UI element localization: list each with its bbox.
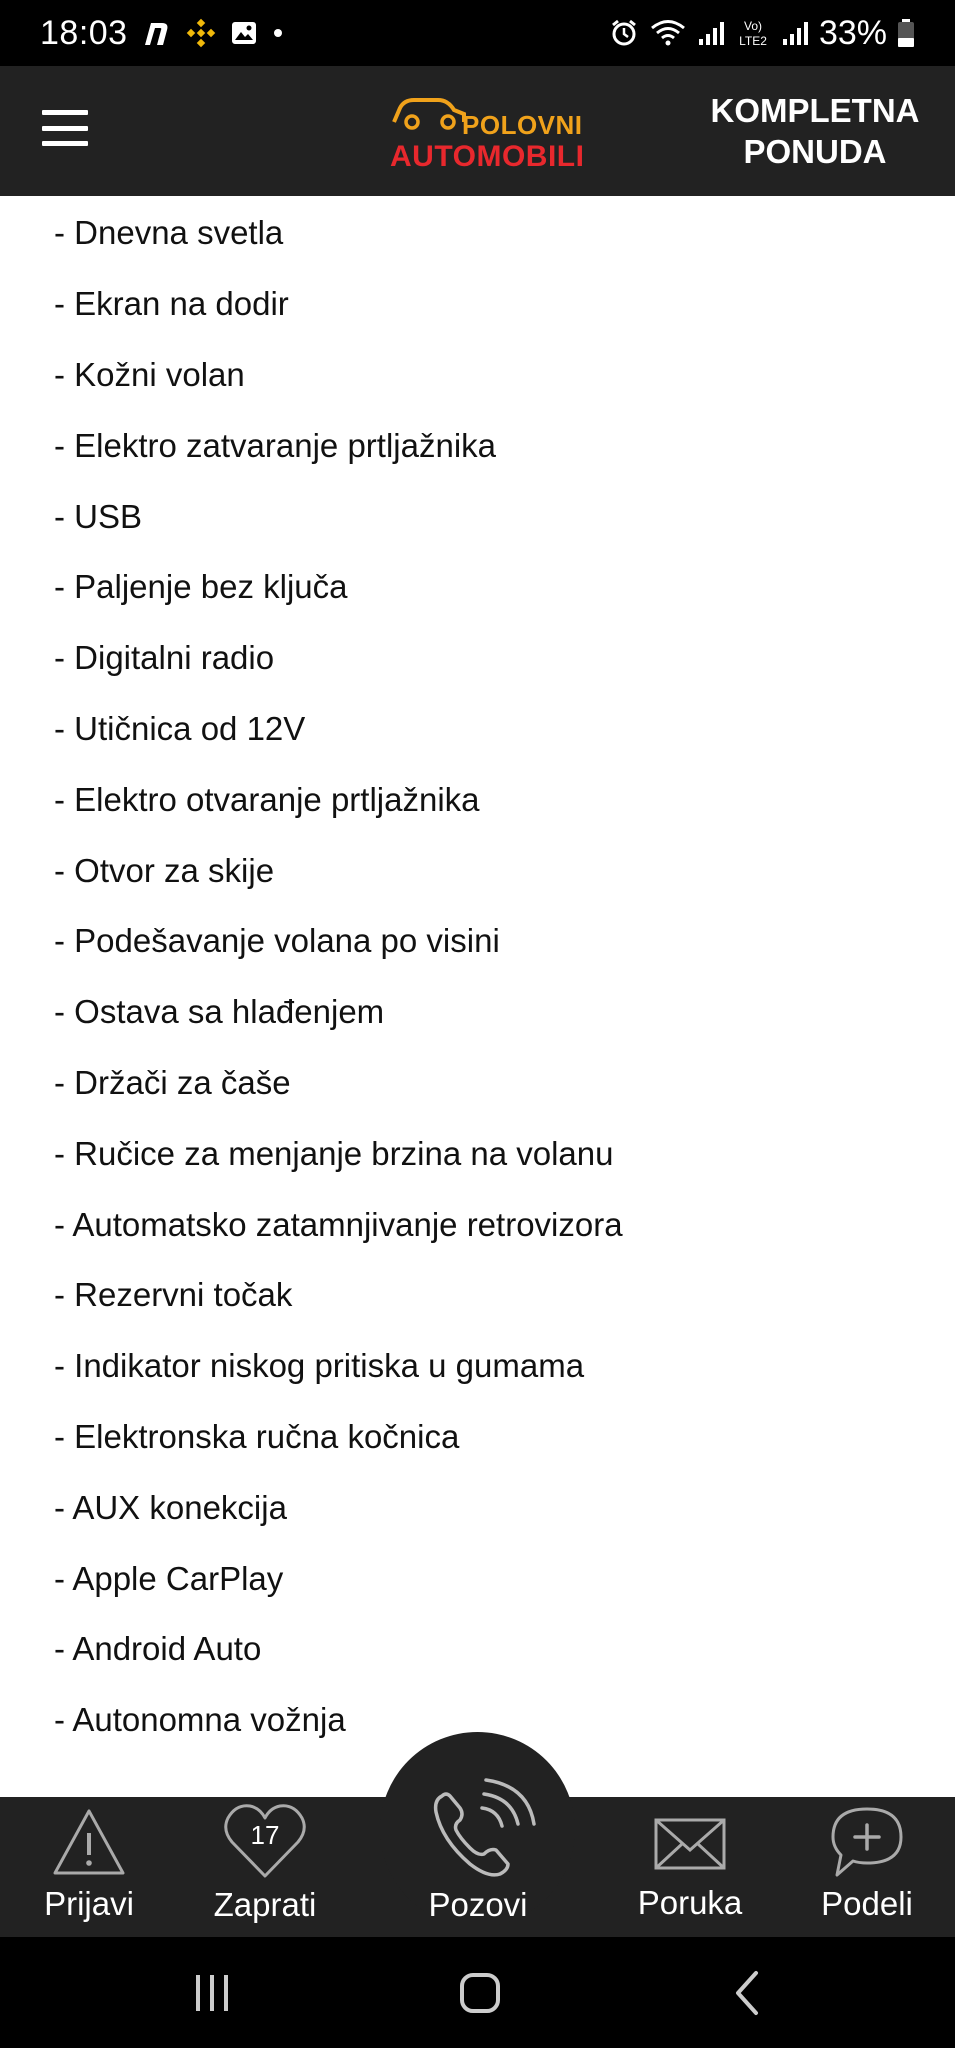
header-action-line1: KOMPLETNA: [710, 92, 920, 129]
feature-item: - Elektronska ručna kočnica: [54, 1417, 460, 1455]
feature-item: - Dnevna svetla: [54, 214, 284, 252]
binance-icon: [186, 18, 216, 48]
kompletna-ponuda-button[interactable]: [705, 90, 925, 172]
app-notification-n-icon: [142, 19, 172, 47]
report-button[interactable]: [30, 1805, 148, 1923]
phone-call-icon: [418, 1778, 538, 1888]
feature-item: - Podešavanje volana po visini: [54, 922, 500, 960]
call-button[interactable]: [404, 1778, 552, 1924]
system-navigation-bar: [0, 1937, 955, 2048]
back-icon[interactable]: [724, 1965, 772, 2026]
feature-item: - Otvor za skije: [54, 851, 275, 889]
envelope-icon: [652, 1808, 728, 1880]
home-icon[interactable]: [452, 1965, 508, 2026]
alarm-icon: [609, 18, 639, 48]
status-bar: [0, 0, 955, 66]
follow-label: Zaprati: [213, 1886, 317, 1923]
feature-item: - Paljenje bez ključa: [54, 568, 348, 606]
signal-icon: [697, 19, 725, 47]
feature-item: - Elektro zatvaranje prtljažnika: [54, 426, 497, 464]
share-label: Podeli: [821, 1885, 913, 1922]
feature-item: - Utičnica od 12V: [54, 709, 306, 747]
share-button[interactable]: [808, 1805, 926, 1923]
feature-item: - Držači za čaše: [54, 1063, 291, 1101]
feature-item: - Ručice za menjanje brzina na volanu: [54, 1134, 614, 1172]
feature-item: - Android Auto: [54, 1630, 262, 1668]
follow-count: 17: [250, 1820, 280, 1850]
signal-icon-2: [781, 19, 809, 47]
message-button[interactable]: [620, 1808, 760, 1922]
message-label: Poruka: [637, 1884, 743, 1921]
header-action-line2: PONUDA: [743, 133, 887, 170]
feature-list: [54, 196, 914, 1754]
svg-text:Vo): Vo): [743, 19, 762, 33]
feature-item: - Ekran na dodir: [54, 285, 289, 323]
dot-icon: [272, 27, 284, 39]
logo-text-bottom: AUTOMOBILI: [390, 140, 585, 173]
feature-item: - AUX konekcija: [54, 1488, 287, 1526]
feature-item: - Indikator niskog pritiska u gumama: [54, 1347, 585, 1385]
chat-plus-icon: [827, 1805, 907, 1881]
report-label: Prijavi: [44, 1885, 134, 1922]
feature-item: - Autonomna vožnja: [54, 1701, 346, 1739]
recent-apps-icon[interactable]: [188, 1965, 236, 2026]
status-time: 18:03: [40, 13, 128, 52]
call-label: Pozovi: [428, 1886, 528, 1923]
feature-item: - Rezervni točak: [54, 1276, 293, 1314]
svg-text:LTE2: LTE2: [739, 34, 767, 48]
warning-triangle-icon: [51, 1805, 127, 1881]
app-header: [0, 66, 955, 196]
feature-item: - Automatsko zatamnjivanje retrovizora: [54, 1205, 623, 1243]
wifi-icon: [649, 18, 687, 48]
car-icon: [390, 94, 468, 134]
feature-item: - Digitalni radio: [54, 639, 275, 677]
hamburger-menu-icon[interactable]: [42, 110, 88, 146]
feature-item: - Apple CarPlay: [54, 1559, 284, 1597]
volte-icon: [735, 17, 771, 49]
logo-text-top: POLOVNI: [462, 110, 583, 140]
feature-item: - Elektro otvaranje prtljažnika: [54, 780, 480, 818]
gallery-icon: [230, 19, 258, 47]
feature-item: - USB: [54, 497, 143, 535]
battery-percent: 33%: [818, 13, 887, 52]
battery-icon: [897, 18, 915, 48]
feature-item: - Kožni volan: [54, 355, 245, 393]
polovni-automobili-logo[interactable]: [388, 90, 585, 173]
feature-item: - Ostava sa hlađenjem: [54, 993, 385, 1031]
follow-button[interactable]: [200, 1800, 330, 1924]
